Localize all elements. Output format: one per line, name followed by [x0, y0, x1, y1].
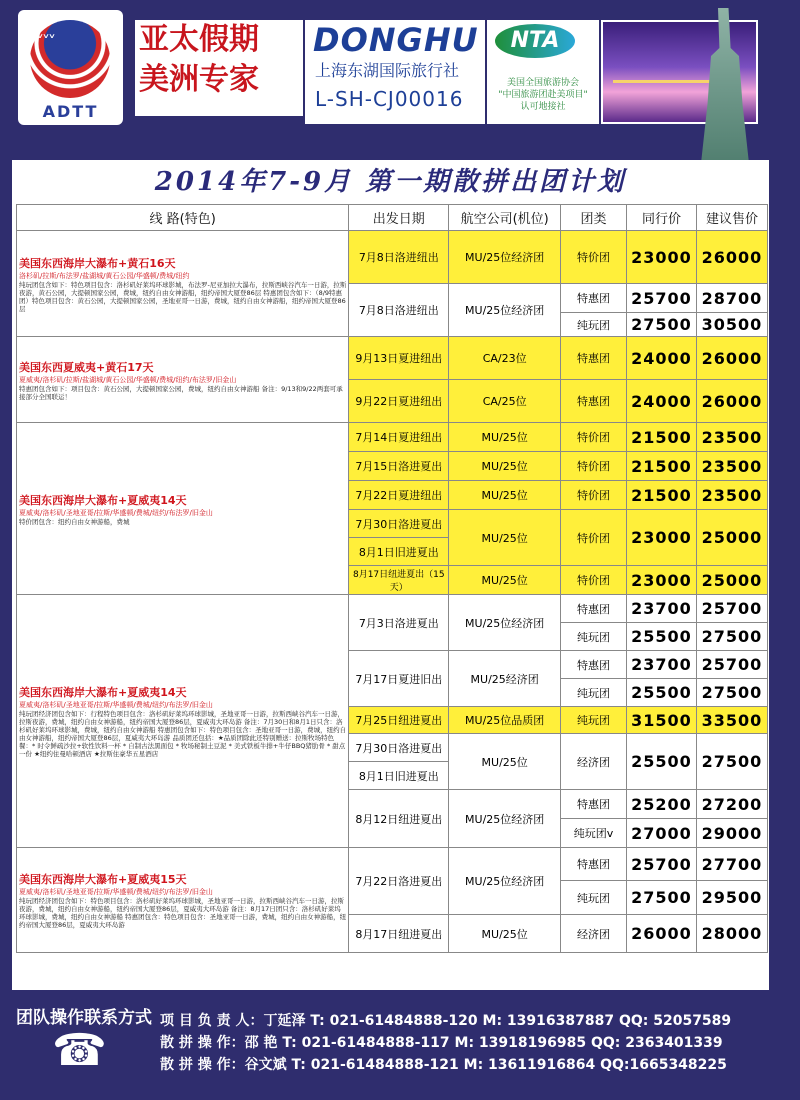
contact-tel: T: 021-61484888-121 [291, 1057, 459, 1073]
trade-price-cell: 24000 [626, 380, 696, 423]
trade-price-cell: 23700 [626, 651, 696, 679]
type-cell: 特价团 [561, 566, 627, 595]
retail-price-cell: 26000 [696, 337, 767, 380]
trade-price-cell: 25700 [626, 848, 696, 881]
retail-price-cell: 25700 [696, 651, 767, 679]
airline-cell: MU/25位 [449, 915, 561, 953]
airline-cell: MU/25位 [449, 566, 561, 595]
route-cell [17, 595, 349, 848]
type-cell: 特惠团 [561, 284, 627, 313]
type-cell: 特价团 [561, 452, 627, 481]
trade-price-cell: 27500 [626, 313, 696, 337]
retail-price-cell: 26000 [696, 380, 767, 423]
nta-text-1: 美国全国旅游协会 [506, 78, 579, 88]
trade-price-cell: 24000 [626, 337, 696, 380]
trade-price-cell: 21500 [626, 452, 696, 481]
route-detail: 纯玩团经济团包含如下：特色项目包含：洛杉矶好莱坞环球影城，圣地亚哥一日游，拉斯西峡谷汽车一日游，拉斯夜游，费城，纽约自由女神游船，纽约帝国大厦登86层，夏威夷大环岛游 备注：8月17日团只含：洛杉矶好莱坞环球影城，费城，纽约自由女神游船 特惠团包含：特色项目包含：圣地亚哥一日游，费城，纽约自由女神游船，纽约帝国大厦登86层，夏威夷大环岛游 [19, 897, 347, 929]
date-cell: 7月8日洛进纽出 [349, 284, 449, 337]
retail-price-cell: 29500 [696, 881, 767, 915]
type-cell: 特惠团 [561, 848, 627, 881]
retail-price-cell: 28700 [696, 284, 767, 313]
date-cell: 7月17日夏进旧出 [349, 651, 449, 707]
date-cell: 7月22日夏进纽出 [349, 481, 449, 510]
retail-price-cell: 25000 [696, 566, 767, 595]
trade-price-cell: 27500 [626, 881, 696, 915]
nta-mark: NTA [495, 24, 575, 58]
contact-row [160, 1032, 731, 1054]
adtt-logo [18, 10, 123, 125]
date-cell: 7月30日洛进夏出 [349, 510, 449, 538]
date-cell: 7月3日洛进夏出 [349, 595, 449, 651]
airline-cell: MU/25经济团 [449, 651, 561, 707]
table-header-row [17, 205, 768, 231]
trade-price-cell: 23700 [626, 595, 696, 623]
retail-price-cell: 27500 [696, 734, 767, 790]
contact-qq: QQ:1665348225 [600, 1057, 727, 1073]
type-cell: 特惠团 [561, 595, 627, 623]
retail-price-cell: 27500 [696, 623, 767, 651]
date-cell: 8月1日旧进夏出 [349, 538, 449, 566]
brand-name: DONGHU [313, 21, 479, 59]
retail-price-cell: 28000 [696, 915, 767, 953]
col-airline: 航空公司(机位) [449, 205, 561, 231]
date-cell: 8月12日纽进夏出 [349, 790, 449, 848]
airline-cell: MU/25位 [449, 481, 561, 510]
retail-price-cell: 27700 [696, 848, 767, 881]
retail-price-cell: 30500 [696, 313, 767, 337]
type-cell: 纯玩团 [561, 707, 627, 734]
route-title: 美国东西海岸大瀑布+夏威夷15天 [19, 873, 187, 886]
contact-role: 散 拼 操 作：邵 艳 [160, 1035, 278, 1051]
retail-price-cell: 33500 [696, 707, 767, 734]
table-row [17, 231, 768, 284]
header [0, 0, 800, 160]
slogan [135, 20, 303, 116]
trade-price-cell: 23000 [626, 231, 696, 284]
type-cell: 特惠团 [561, 651, 627, 679]
trade-price-cell: 25500 [626, 734, 696, 790]
route-detail: 纯玩团包含如下：特色项目包含：洛杉矶好莱坞环球影城，布法罗-尼亚加拉大瀑布，拉斯西峡谷汽车一日游，拉斯夜游，黄石公园，大提顿国家公园，费城，纽约自由女神游船，纽约帝国大厦登86层 特惠团包含如下：（8/9特惠团）特色项目包含：黄石公园，大提顿国家公园，圣地亚哥一日游，费城，纽约自由女神游船，纽约帝国大厦登86层 [19, 280, 347, 313]
retail-price-cell: 25000 [696, 510, 767, 566]
date-cell: 8月17日纽进夏出（15天） [349, 566, 449, 595]
airline-cell: MU/25位经济团 [449, 848, 561, 915]
date-cell: 7月30日洛进夏出 [349, 734, 449, 762]
airline-cell: MU/25位 [449, 452, 561, 481]
route-cell [17, 848, 349, 953]
logo-abbr: ADTT [42, 102, 99, 121]
type-cell: 特惠团 [561, 337, 627, 380]
airline-cell: MU/25位 [449, 734, 561, 790]
route-cell [17, 337, 349, 423]
col-date: 出发日期 [349, 205, 449, 231]
trade-price-cell: 23000 [626, 510, 696, 566]
airline-cell: CA/23位 [449, 337, 561, 380]
type-cell: 纯玩团 [561, 881, 627, 915]
retail-price-cell: 27500 [696, 679, 767, 707]
type-cell: 特惠团 [561, 790, 627, 819]
retail-price-cell: 25700 [696, 595, 767, 623]
retail-price-cell: 23500 [696, 452, 767, 481]
contact-qq: QQ: 52057589 [618, 1013, 732, 1029]
route-cities: 夏威夷/洛杉矶/圣地亚哥/拉斯/华盛顿/费城/纽约/布法罗/旧金山 [19, 888, 213, 896]
contact-row [160, 1010, 731, 1032]
trade-price-cell: 25700 [626, 284, 696, 313]
type-cell: 特惠团 [561, 380, 627, 423]
table-row [17, 423, 768, 452]
retail-price-cell: 29000 [696, 819, 767, 848]
route-cities: 洛杉矶/拉斯/布法罗/盐湖城/黄石公园/华盛顿/费城/纽约 [19, 271, 190, 280]
route-cell [17, 231, 349, 337]
airline-cell: MU/25位经济团 [449, 231, 561, 284]
type-cell: 特价团 [561, 231, 627, 284]
date-cell: 7月14日夏进纽出 [349, 423, 449, 452]
col-type: 团类 [561, 205, 627, 231]
type-cell: 纯玩团 [561, 679, 627, 707]
date-cell: 7月8日洛进纽出 [349, 231, 449, 284]
contact-qq: QQ: 2363401339 [590, 1035, 723, 1051]
col-trade-price: 同行价 [626, 205, 696, 231]
type-cell: 特价团 [561, 481, 627, 510]
page-title: 2014年7-9月 第一期散拼出团计划 [154, 167, 627, 197]
date-cell: 7月25日纽进夏出 [349, 707, 449, 734]
trade-price-cell: 31500 [626, 707, 696, 734]
retail-price-cell: 23500 [696, 481, 767, 510]
route-cities: 夏威夷/洛杉矶/圣地亚哥/拉斯/华盛顿/费城/纽约/布法罗/旧金山 [19, 701, 213, 709]
retail-price-cell: 26000 [696, 231, 767, 284]
trade-price-cell: 27000 [626, 819, 696, 848]
airline-cell: MU/25位经济团 [449, 595, 561, 651]
contact-tel: T: 021-61484888-117 [282, 1035, 450, 1051]
donghu-logo [305, 20, 485, 124]
trade-price-cell: 26000 [626, 915, 696, 953]
contact-role: 散 拼 操 作：谷文斌 [160, 1057, 287, 1073]
itinerary-table [16, 204, 768, 953]
airline-cell: MU/25位经济团 [449, 790, 561, 848]
route-title: 美国东西夏威夷+黄石17天 [19, 360, 154, 374]
itinerary-sheet [12, 160, 769, 990]
retail-price-cell: 27200 [696, 790, 767, 819]
col-route: 线 路(特色) [17, 205, 349, 231]
contact-heading: 团队操作联系方式 [16, 1008, 152, 1028]
type-cell: 纯玩团 [561, 313, 627, 337]
route-title: 美国东西海岸大瀑布+黄石16天 [19, 256, 176, 270]
contact-tel: T: 021-61484888-120 [310, 1013, 478, 1029]
airline-cell: MU/25位 [449, 510, 561, 566]
route-detail: 特价团包含：纽约自由女神游船，费城 [19, 517, 130, 526]
date-cell: 9月13日夏进纽出 [349, 337, 449, 380]
trade-price-cell: 25200 [626, 790, 696, 819]
date-cell: 9月22日夏进纽出 [349, 380, 449, 423]
airline-cell: MU/25位 [449, 423, 561, 452]
brand-cn: 上海东湖国际旅行社 [315, 61, 460, 80]
contact-row [160, 1054, 731, 1076]
contact-mobile: M: 13918196985 [454, 1035, 587, 1051]
col-retail-price: 建议售价 [696, 205, 767, 231]
route-detail: 特惠团包含如下：项目包含：黄石公园，大提顿国家公园，费城，纽约自由女神游船 备注：9/13和9/22两套可承接部分全国联运！ [19, 384, 343, 401]
trade-price-cell: 23000 [626, 566, 696, 595]
airline-cell: MU/25位经济团 [449, 284, 561, 337]
type-cell: 纯玩团v [561, 819, 627, 848]
date-cell: 8月1日旧进夏出 [349, 762, 449, 790]
type-cell: 经济团 [561, 915, 627, 953]
birds-icon: ˅˅˅ [36, 32, 54, 51]
slogan-line-1: 亚太假期 [139, 22, 259, 57]
nta-text-3: 认可地接社 [520, 102, 566, 112]
license-number: L-SH-CJ00016 [315, 87, 464, 111]
route-cities: 夏威夷/洛杉矶/拉斯/盐湖城/黄石公园/华盛顿/费城/纽约/布法罗/旧金山 [19, 375, 237, 384]
route-title: 美国东西海岸大瀑布+夏威夷14天 [19, 493, 187, 507]
table-row [17, 337, 768, 380]
slogan-line-2: 美洲专家 [139, 62, 259, 97]
route-cell [17, 423, 349, 595]
route-title: 美国东西海岸大瀑布+夏威夷14天 [19, 686, 187, 699]
route-cities: 夏威夷/洛杉矶/圣地亚哥/拉斯/华盛顿/费城/纽约/布法罗/旧金山 [19, 508, 213, 517]
contact-role: 项 目 负 责 人：丁延泽 [160, 1013, 306, 1029]
type-cell: 特价团 [561, 510, 627, 566]
contact-mobile: M: 13611916864 [463, 1057, 596, 1073]
type-cell: 纯玩团 [561, 623, 627, 651]
airline-cell: MU/25位品质团 [449, 707, 561, 734]
nta-logo [487, 20, 599, 124]
telephone-icon: ☎ [52, 1025, 107, 1076]
contact-list [160, 1010, 731, 1076]
nta-text-2: "中国旅游团赴美项目" [498, 90, 588, 100]
retail-price-cell: 23500 [696, 423, 767, 452]
contact-mobile: M: 13916387887 [482, 1013, 615, 1029]
type-cell: 经济团 [561, 734, 627, 790]
trade-price-cell: 21500 [626, 481, 696, 510]
trade-price-cell: 21500 [626, 423, 696, 452]
date-cell: 7月22日洛进夏出 [349, 848, 449, 915]
airline-cell: CA/25位 [449, 380, 561, 423]
date-cell: 7月15日洛进夏出 [349, 452, 449, 481]
route-detail: 纯玩团经济团包含如下：行程特色项目包含：洛杉矶好莱坞环球影城，圣地亚哥一日游，拉斯西峡谷汽车一日游，拉斯夜游，费城，纽约自由女神游船，纽约帝国大厦登86层，夏威夷大环岛游 备注：7月30日和8月1日只含：洛杉矶好莱坞环球影城，费城，纽约自由女神游船 特惠团包含如下：特色项目包含：圣地亚哥一日游，费城，纽约自由女神游船，纽约帝国大厦登86层，夏威夷大环岛游 品质团还包括：★品质团除此还特别赠送：拉斯牧场特色餐：* 时令鲜疏沙拉+软性饮料一杯 * 自制古法黑面包 * 牧场秘制土豆泥 * 美式铁板牛排+牛仔BBQ猪肋骨 * 甜点一份 ★纽约住曼哈顿酒店 ★拉斯住豪华五星酒店 [19, 710, 347, 758]
date-cell: 8月17日纽进夏出 [349, 915, 449, 953]
table-row [17, 595, 768, 623]
trade-price-cell: 25500 [626, 679, 696, 707]
trade-price-cell: 25500 [626, 623, 696, 651]
table-row [17, 848, 768, 881]
type-cell: 特价团 [561, 423, 627, 452]
